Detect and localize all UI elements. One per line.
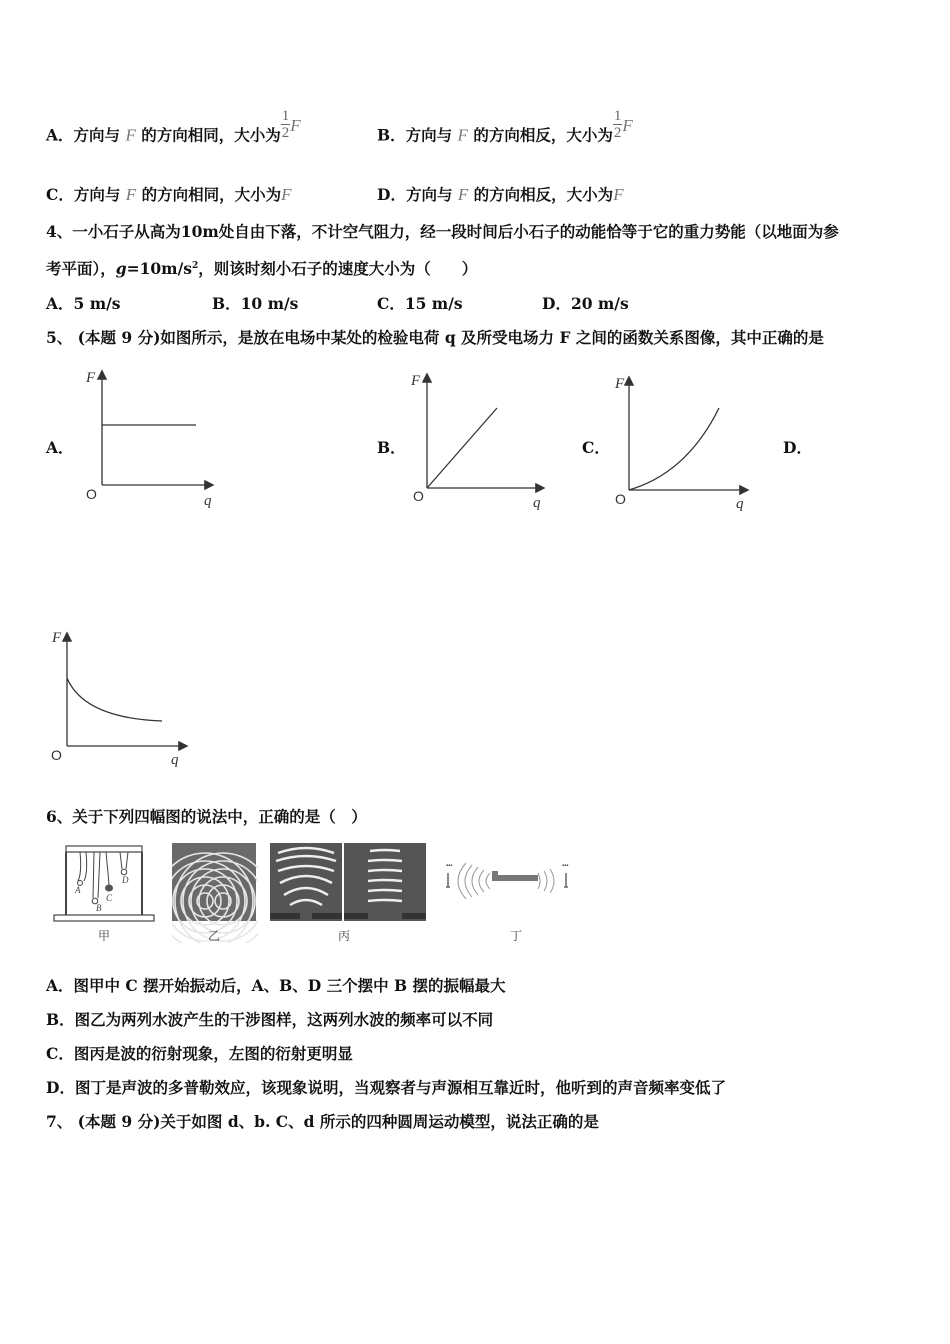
q3-a-label: A． <box>46 125 74 145</box>
graph-b <box>405 365 555 515</box>
q5-label-c: C． <box>582 438 610 457</box>
pendulum-bob <box>121 869 127 875</box>
q6-option-b: B．图乙为两列水波产生的干涉图样，这两列水波的频率可以不同 <box>46 1010 494 1029</box>
origin-label: O <box>51 747 62 763</box>
q6-option-c: C．图丙是波的衍射现象，左图的衍射更明显 <box>46 1044 353 1063</box>
graph-curve <box>67 678 162 721</box>
q4-option-c: C．15 m/s <box>377 294 463 313</box>
y-axis-label: F <box>615 376 625 392</box>
force-symbol: F <box>125 125 136 145</box>
q3-option-c: C．方向与 F 的方向相同，大小为F <box>46 185 292 204</box>
q4-option-d: D．20 m/s <box>542 294 629 313</box>
pendulum-bob <box>105 885 113 892</box>
caption-ding: 丁 <box>510 929 523 943</box>
svg-text:▪▪▪: ▪▪▪ <box>446 863 453 869</box>
q3-b-label: B． <box>377 125 406 145</box>
vehicle-icon <box>492 875 538 881</box>
x-axis-label: q <box>533 495 541 511</box>
svg-text:▪▪▪: ▪▪▪ <box>562 863 569 869</box>
figure-doppler <box>442 843 592 943</box>
q5-label-d: D． <box>783 438 812 457</box>
caption-yi: 乙 <box>208 929 221 943</box>
figure-diffraction <box>270 843 428 943</box>
figure-pendulums <box>52 843 158 943</box>
caption-jia: 甲 <box>98 929 111 943</box>
q5-label-b: B． <box>377 438 406 457</box>
svg-text:B: B <box>96 903 102 913</box>
q3-option-a: A．方向与 F 的方向相同，大小为 $\frac{1}{2}$ F <box>46 108 301 145</box>
q4-option-b: B．10 m/s <box>212 294 299 313</box>
svg-text:A: A <box>75 885 81 895</box>
y-axis-label: F <box>411 373 421 389</box>
graph-d <box>44 622 194 772</box>
q5-label-a: A． <box>46 438 74 457</box>
fraction-half: $\frac{1}{2}$ <box>613 108 622 141</box>
q3-option-b: B．方向与 F 的方向相反，大小为 $\frac{1}{2}$ F <box>377 108 633 145</box>
q6-option-a: A．图甲中 C 摆开始振动后，A、B、D 三个摆中 B 摆的振幅最大 <box>46 976 506 995</box>
origin-label: O <box>413 488 424 504</box>
fraction-half: $\frac{1}{2}$ <box>281 108 290 141</box>
y-axis-label: F <box>86 370 96 386</box>
graph-curve <box>427 408 497 488</box>
origin-label: O <box>615 491 626 507</box>
graph-c <box>607 368 757 518</box>
figure-interference <box>172 843 258 943</box>
q7-stem: 7、 (本题 9 分)关于如图 d、b. C、d 所示的四种圆周运动模型，说法正确的是 <box>46 1112 599 1131</box>
q4-stem-line1: 4、一小石子从高为10m处自由下落，不计空气阻力，经一段时间后小石子的动能恰等于它的重力势能（以地面为参 <box>46 222 839 241</box>
origin-label: O <box>86 486 97 502</box>
q5-stem: 5、 (本题 9 分)如图所示，是放在电场中某处的检验电荷 q 及所受电场力 F 之间的函数关系图像，其中正确的是 <box>46 328 824 347</box>
svg-text:D: D <box>122 875 129 885</box>
caption-bing: 丙 <box>338 929 351 943</box>
q4-option-a: A．5 m/s <box>46 294 121 313</box>
force-symbol: F <box>457 125 468 145</box>
q4-stem-line2: 考平面），$g=10m/s^2$，则该时刻小石子的速度大小为（ ） <box>46 259 478 278</box>
y-axis-label: F <box>52 630 62 646</box>
svg-text:C: C <box>106 893 113 903</box>
graph-curve <box>629 408 719 490</box>
q6-stem: 6、关于下列四幅图的说法中，正确的是（ ） <box>46 807 367 826</box>
x-axis-label: q <box>171 752 179 768</box>
q3-option-d: D．方向与 F 的方向相反，大小为F <box>377 185 624 204</box>
x-axis-label: q <box>204 493 212 509</box>
graph-a <box>80 362 230 512</box>
q6-option-d: D．图丁是声波的多普勒效应，该现象说明，当观察者与声源相互靠近时，他听到的声音频率变低了 <box>46 1078 726 1097</box>
x-axis-label: q <box>736 496 744 512</box>
